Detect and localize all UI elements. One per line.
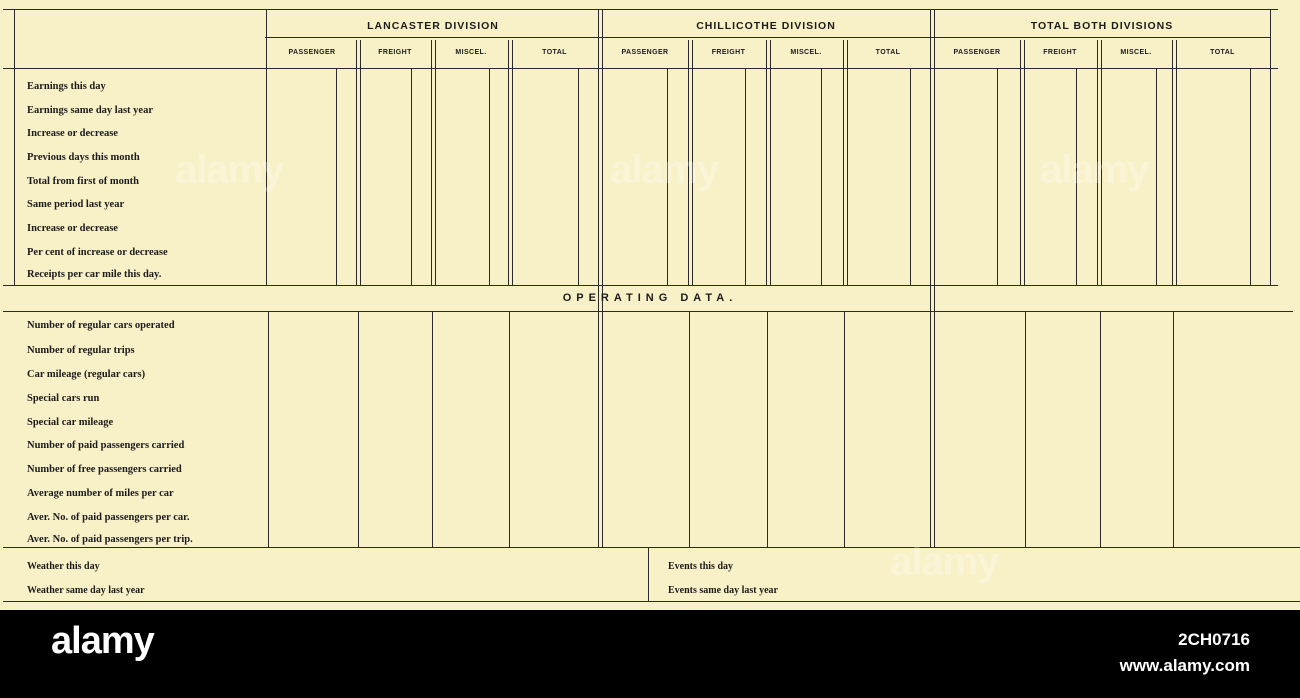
top-border [3, 9, 1278, 10]
earnings-bottom-rule [3, 285, 1278, 286]
col-line [766, 40, 771, 285]
col-line [1156, 68, 1157, 285]
division-separator-2 [930, 9, 935, 547]
division-separator-1 [598, 9, 603, 547]
alamy-logo: alamy [51, 620, 154, 662]
events-last-year-label: Events same day last year [668, 585, 778, 596]
left-edge-line [14, 9, 15, 285]
division-header-rule [265, 37, 1270, 38]
col-line [411, 68, 412, 285]
label-column-line-ops [268, 311, 269, 547]
division-header-lancaster: LANCASTER DIVISION [367, 20, 499, 32]
events-this-day-label: Events this day [668, 561, 734, 572]
operating-data-title: OPERATING DATA. [562, 292, 738, 304]
earnings-row-label: Same period last year [27, 199, 125, 210]
column-header-rule [3, 68, 1278, 69]
earnings-row-label: Earnings this day [27, 81, 106, 92]
col-line [1172, 40, 1177, 285]
col-line [997, 68, 998, 285]
weather-last-year-label: Weather same day last year [27, 585, 145, 596]
watermark-text: alamy [1040, 148, 1149, 192]
operating-row-label: Car mileage (regular cars) [27, 369, 146, 380]
earnings-row-label: Earnings same day last year [27, 105, 153, 116]
ops-col-line [1025, 311, 1026, 547]
ops-col-line [689, 311, 690, 547]
earnings-row-label: Total from first of month [27, 176, 139, 187]
earnings-row-label: Receipts per car mile this day. [27, 269, 162, 280]
watermark-bar [0, 610, 1300, 698]
col-header-total: TOTAL [1210, 49, 1235, 56]
col-line [356, 40, 361, 285]
col-header-miscel: MISCEL. [455, 49, 487, 56]
division-header-total: TOTAL BOTH DIVISIONS [1030, 20, 1174, 32]
image-id: 2CH0716 [1178, 630, 1250, 649]
operating-row-label: Average number of miles per car [27, 488, 174, 499]
col-line [1250, 68, 1251, 285]
col-header-passenger: PASSENGER [288, 49, 336, 56]
operating-row-label: Aver. No. of paid passengers per car. [27, 512, 190, 523]
col-line [508, 40, 513, 285]
earnings-row-label: Previous days this month [27, 152, 140, 163]
col-header-freight: FREIGHT [1043, 49, 1077, 56]
operating-row-label: Number of regular cars operated [27, 320, 175, 331]
footer-bottom-rule [3, 601, 1300, 602]
operating-bottom-rule [3, 547, 1300, 548]
ops-col-line [1100, 311, 1101, 547]
col-line [843, 40, 848, 285]
watermark-text: alamy [175, 148, 284, 192]
division-header-chillicothe: CHILLICOTHE DIVISION [696, 20, 836, 32]
col-line [910, 68, 911, 285]
earnings-row-label: Increase or decrease [27, 128, 118, 139]
operating-row-label: Special car mileage [27, 417, 114, 428]
col-line [336, 68, 337, 285]
operating-row-label: Special cars run [27, 393, 100, 404]
col-header-total: TOTAL [875, 49, 901, 56]
operating-row-label: Number of paid passengers carried [27, 440, 185, 451]
col-header-miscel: MISCEL. [790, 49, 822, 56]
ops-col-line [844, 311, 845, 547]
ops-col-line [358, 311, 359, 547]
col-header-passenger: PASSENGER [621, 49, 669, 56]
col-header-passenger: PASSENGER [953, 49, 1001, 56]
col-header-freight: FREIGHT [711, 49, 746, 56]
label-column-line [266, 9, 267, 285]
watermark-text: alamy [610, 148, 719, 192]
col-line [745, 68, 746, 285]
col-line [821, 68, 822, 285]
col-line [578, 68, 579, 285]
col-header-freight: FREIGHT [378, 49, 412, 56]
col-line [1020, 40, 1025, 285]
col-line [431, 40, 436, 285]
watermark-url: www.alamy.com [1119, 656, 1250, 675]
earnings-row-label: Increase or decrease [27, 223, 118, 234]
col-header-total: TOTAL [542, 49, 567, 56]
col-line [489, 68, 490, 285]
earnings-row-label: Per cent of increase or decrease [27, 247, 168, 258]
operating-row-label: Number of regular trips [27, 345, 135, 356]
ops-col-line [509, 311, 510, 547]
footer-divider [648, 547, 649, 601]
watermark-text: alamy [890, 540, 999, 584]
ops-col-line [767, 311, 768, 547]
weather-this-day-label: Weather this day [27, 561, 100, 572]
operating-row-label: Number of free passengers carried [27, 464, 182, 475]
col-header-miscel: MISCEL. [1120, 49, 1152, 56]
operating-row-label: Aver. No. of paid passengers per trip. [27, 534, 193, 545]
ops-col-line [432, 311, 433, 547]
right-edge-line [1270, 9, 1271, 285]
ops-col-line [1173, 311, 1174, 547]
